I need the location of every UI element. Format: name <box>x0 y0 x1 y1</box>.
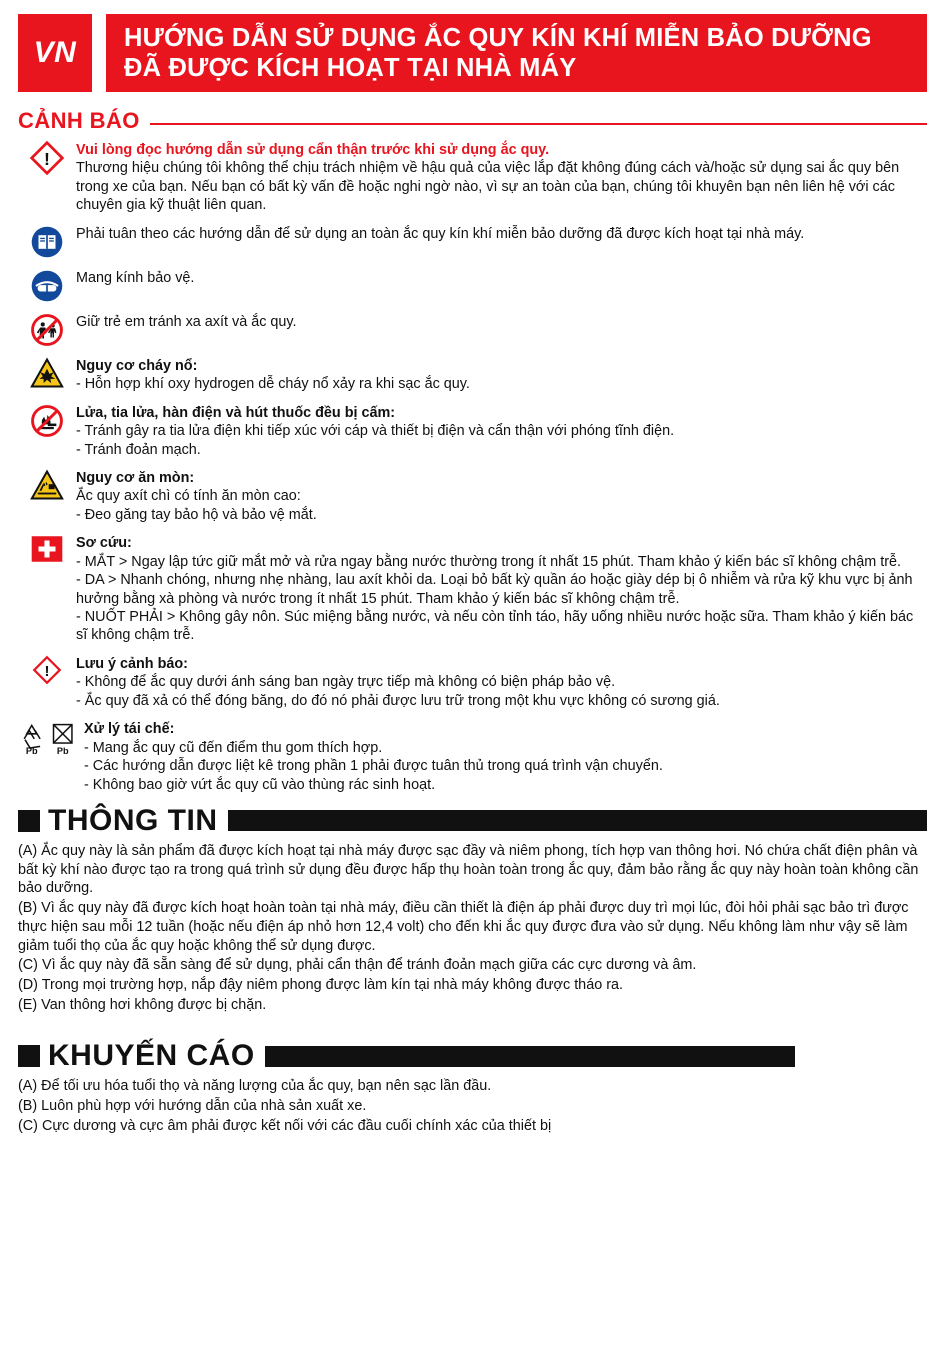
info-paragraph: (C) Vì ắc quy này đã sẵn sàng để sử dụng, phải cẩn thận để tránh đoản mạch giữa các cực dương và âm. <box>18 957 697 974</box>
safety-goggles-icon <box>18 268 76 303</box>
warning-item-text <box>76 356 927 394</box>
warning-item-body: Thương hiệu chúng tôi không thể chịu trách nhiệm về hậu quả của việc lắp đặt không đúng cách và/hoặc sử dụng sai ắc quy bên trong xe của bạn. Nếu bạn có bất kỳ vấn đề hoặc nghi ngờ nào, vì sự an toàn của bạn, chúng tôi khuyên bạn nên liên hệ với các chuyên gia kỹ thuật liên quan. <box>76 160 900 214</box>
explosion-hazard-icon <box>18 356 76 389</box>
warning-item-text <box>76 403 927 459</box>
warning-item <box>18 268 927 303</box>
warning-heading-label: CẢNH BÁO <box>18 108 140 133</box>
caution-note-icon <box>18 654 76 685</box>
warning-item-body: Giữ trẻ em tránh xa axít và ắc quy. <box>76 313 297 330</box>
warning-item-line: - Hỗn hợp khí oxy hydrogen dễ cháy nổ xảy ra khi sạc ắc quy. <box>76 376 470 393</box>
warning-item <box>18 224 927 259</box>
recommendation-heading: KHUYẾN CÁO <box>48 1039 255 1073</box>
info-paragraph: (A) Ắc quy này là sản phẩm đã được kích hoạt tại nhà máy được sạc đầy và niêm phong, tích hợp van thông hơi. Nó chứa chất điện phân và bất kỳ khí nào được tạo ra trong quá trình sử dụng đều được hấp thụ hoàn toàn trong ắc quy, đảm bảo rằng ắc quy này hoàn toàn không cần bảo dưỡng. <box>18 842 919 897</box>
warning-item-line: - MẮT > Ngay lập tức giữ mắt mở và rửa ngay bằng nước thường trong ít nhất 15 phút. Tham khảo ý kiến bác sĩ không chậm trễ. <box>76 553 902 570</box>
first-aid-icon <box>18 533 76 564</box>
exclamation-diamond-icon <box>18 140 76 175</box>
page-title <box>106 14 927 92</box>
warning-item-line: - Tránh gây ra tia lửa điện khi tiếp xúc với cáp và thiết bị điện và cẩn thận với phóng tĩnh điện. <box>76 423 675 440</box>
warning-item-text <box>84 719 927 794</box>
warning-item-line: - Đeo găng tay bảo hộ và bảo vệ mắt. <box>76 506 317 523</box>
warning-item-lead: Lưu ý cảnh báo: <box>76 655 188 672</box>
read-manual-icon <box>18 224 76 259</box>
svg-text:!: ! <box>44 662 50 680</box>
svg-text:Pb: Pb <box>56 746 69 757</box>
warning-item-lead: Sơ cứu: <box>76 535 132 552</box>
warning-item-text <box>76 533 927 645</box>
info-body <box>18 842 927 1014</box>
warning-item <box>18 403 927 459</box>
banner-square-icon <box>18 810 40 832</box>
warning-section-heading <box>18 108 927 134</box>
svg-text:!: ! <box>44 148 50 169</box>
warning-item <box>18 356 927 394</box>
warning-heading-rule <box>150 123 927 125</box>
warning-item-text <box>76 468 927 524</box>
warning-item-line: - Không để ắc quy dưới ánh sáng ban ngày trực tiếp mà không có biện pháp bảo vệ. <box>76 674 616 691</box>
warning-item-line: Ắc quy axít chì có tính ăn mòn cao: <box>76 488 301 505</box>
warning-items <box>18 140 927 794</box>
recommendation-paragraph: (C) Cực dương và cực âm phải được kết nối với các đầu cuối chính xác của thiết bị <box>18 1117 552 1134</box>
warning-item-body: Phải tuân theo các hướng dẫn để sử dụng an toàn ắc quy kín khí miễn bảo dưỡng đã được kích hoạt tại nhà máy. <box>76 225 805 242</box>
recommendation-section-banner <box>18 1039 927 1073</box>
warning-item-text <box>76 224 927 243</box>
warning-item-text <box>76 654 927 710</box>
recycle-lead-icon <box>18 719 84 756</box>
corrosive-hazard-icon <box>18 468 76 501</box>
banner-square-icon <box>18 1045 40 1067</box>
warning-item-line: - NUỐT PHẢI > Không gây nôn. Súc miệng bằng nước, và nếu còn tỉnh táo, hãy uống nhiều nước hoặc sữa. Tham khảo ý kiến bác sĩ không chậm trễ. <box>76 609 914 644</box>
info-heading: THÔNG TIN <box>48 803 218 837</box>
warning-item-lead: Nguy cơ ăn mòn: <box>76 469 195 486</box>
page-title-line2: ĐÃ ĐƯỢC KÍCH HOẠT TẠI NHÀ MÁY <box>124 54 577 82</box>
warning-item-body: Mang kính bảo vệ. <box>76 269 195 286</box>
document-header <box>18 14 927 92</box>
warning-item <box>18 719 927 794</box>
warning-item <box>18 468 927 524</box>
info-section-banner <box>18 804 927 838</box>
page-title-line1: HƯỚNG DẪN SỬ DỤNG ẮC QUY KÍN KHÍ MIỄN BẢO DƯỠNG <box>124 23 872 52</box>
warning-item-line: - Các hướng dẫn được liệt kê trong phần 1 phải được tuân thủ trong quá trình vận chuyển. <box>84 758 663 775</box>
warning-item <box>18 533 927 645</box>
no-fire-no-smoking-icon <box>18 403 76 438</box>
warning-item-line: - Ắc quy đã xả có thể đóng băng, do đó nó phải được lưu trữ trong một khu vực không có sương giá. <box>76 692 720 709</box>
warning-item-lead: Lửa, tia lửa, hàn điện và hút thuốc đều bị cấm: <box>76 404 396 421</box>
language-badge-label: VN <box>33 36 77 69</box>
info-paragraph: (B) Vì ắc quy này đã được kích hoạt hoàn toàn tại nhà máy, điều cần thiết là điện áp phải được duy trì mọi lúc, đòi hỏi phải sạc bảo trì được thực hiện sau mỗi 12 tuần (hoặc nếu điện áp nhỏ hơn 12,4 volt) cho đến khi ắc quy được đưa vào sử dụng. Nếu không làm như vậy sẽ làm giảm tuổi thọ của ắc quy hoặc không thể sử dụng được. <box>18 900 909 954</box>
recommendation-paragraph: (B) Luôn phù hợp với hướng dẫn của nhà sản xuất xe. <box>18 1098 367 1115</box>
warning-item-text <box>76 312 927 331</box>
warning-item <box>18 312 927 347</box>
warning-item-lead: Xử lý tái chế: <box>84 721 175 738</box>
recommendation-body <box>18 1077 927 1135</box>
banner-bar <box>265 1046 795 1067</box>
info-paragraph: (E) Van thông hơi không được bị chặn. <box>18 996 267 1013</box>
warning-item <box>18 654 927 710</box>
section-spacer <box>18 1015 927 1029</box>
info-paragraph: (D) Trong mọi trường hợp, nắp đậy niêm phong được làm kín tại nhà máy không được tháo ra. <box>18 976 623 993</box>
warning-item-text <box>76 140 927 215</box>
warning-item-text <box>76 268 927 287</box>
recommendation-paragraph: (A) Để tối ưu hóa tuổi thọ và năng lượng của ắc quy, bạn nên sạc lần đầu. <box>18 1078 492 1095</box>
warning-item-lead: Nguy cơ cháy nổ: <box>76 357 198 374</box>
svg-text:Pb: Pb <box>25 746 38 757</box>
warning-item-line: - Không bao giờ vứt ắc quy cũ vào thùng rác sinh hoạt. <box>84 776 436 793</box>
language-badge <box>18 14 92 92</box>
warning-item <box>18 140 927 215</box>
warning-item-line: - Mang ắc quy cũ đến điểm thu gom thích hợp. <box>84 739 383 756</box>
banner-bar <box>228 810 928 831</box>
keep-away-children-icon <box>18 312 76 347</box>
warning-item-lead: Vui lòng đọc hướng dẫn sử dụng cẩn thận trước khi sử dụng ắc quy. <box>76 142 550 158</box>
warning-item-line: - Tránh đoản mạch. <box>76 441 201 458</box>
warning-item-line: - DA > Nhanh chóng, nhưng nhẹ nhàng, lau axít khỏi da. Loại bỏ bất kỳ quần áo hoặc giày dép bị ô nhiễm và rửa kỹ khu vực bị ảnh hưởng bằng xà phòng và nước trong ít nhất 15 phút. Tham khảo ý kiến bác sĩ không chậm trễ. <box>76 572 913 607</box>
